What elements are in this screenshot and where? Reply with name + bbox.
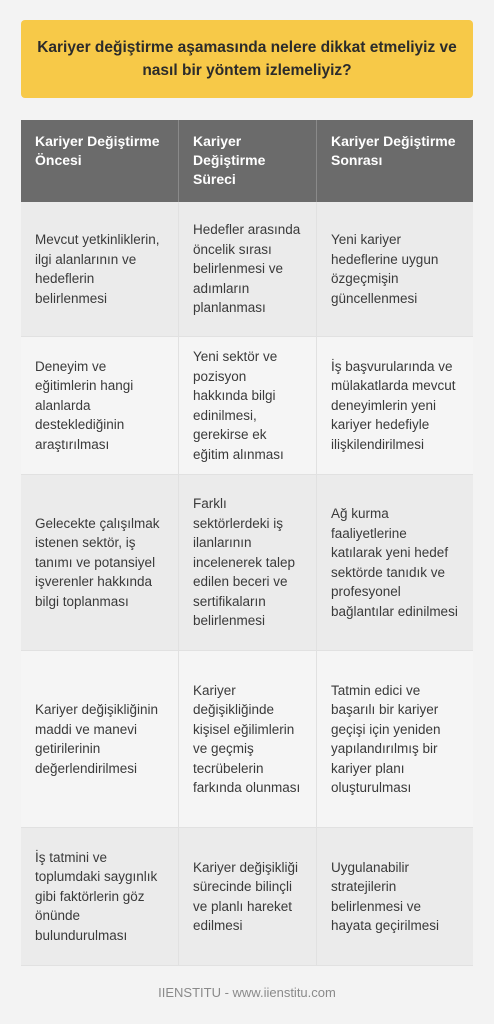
table-cell: Gelecekte çalışılmak istenen sektör, iş tanımı ve potansiyel işverenler hakkında bilgi toplanması (21, 475, 179, 651)
table-cell: Kariyer değişikliğinde kişisel eğilimlerin ve geçmiş tecrübelerin farkında olunması (179, 651, 317, 828)
table-cell: Tatmin edici ve başarılı bir kariyer geçişi için yeniden yapılandırılmış bir kariyer planı oluşturulması (317, 651, 473, 828)
table-cell: İş başvurularında ve mülakatlarda mevcut deneyimlerin yeni kariyer hedefiyle ilişkilendirilmesi (317, 337, 473, 475)
table-row (21, 337, 473, 475)
table-cell: Mevcut yetkinliklerin, ilgi alanlarının ve hedeflerin belirlenmesi (21, 202, 179, 337)
header-cell-before: Kariyer Değiştirme Öncesi (21, 120, 179, 202)
table-row (21, 651, 473, 828)
title-banner (21, 20, 473, 98)
table-row (21, 475, 473, 651)
footer-credit: IIENSTITU - www.iienstitu.com (158, 985, 336, 1000)
header-cell-during: Kariyer Değiştirme Süreci (179, 120, 317, 202)
table-cell: Kariyer değişikliği sürecinde bilinçli ve planlı hareket edilmesi (179, 828, 317, 966)
table-row (21, 828, 473, 966)
table-header-row (21, 120, 473, 202)
table-cell: Farklı sektörlerdeki iş ilanlarının incelenerek talep edilen beceri ve sertifikaların belirlenmesi (179, 475, 317, 651)
header-cell-after: Kariyer Değiştirme Sonrası (317, 120, 473, 202)
table-cell: Yeni sektör ve pozisyon hakkında bilgi edinilmesi, gerekirse ek eğitim alınması (179, 337, 317, 475)
table-cell: Yeni kariyer hedeflerine uygun özgeçmişin güncellenmesi (317, 202, 473, 337)
page-title: Kariyer değiştirme aşamasında nelere dikkat etmeliyiz ve nasıl bir yöntem izlemeliyiz? (37, 39, 457, 79)
table-cell: Ağ kurma faaliyetlerine katılarak yeni hedef sektörde tanıdık ve profesyonel bağlantılar edinilmesi (317, 475, 473, 651)
table-cell: Hedefler arasında öncelik sırası belirlenmesi ve adımların planlanması (179, 202, 317, 337)
table-cell: İş tatmini ve toplumdaki saygınlık gibi faktörlerin göz önünde bulundurulması (21, 828, 179, 966)
table-cell: Uygulanabilir stratejilerin belirlenmesi ve hayata geçirilmesi (317, 828, 473, 966)
comparison-table (21, 120, 473, 966)
table-row (21, 202, 473, 337)
table-cell: Deneyim ve eğitimlerin hangi alanlarda desteklediğinin araştırılması (21, 337, 179, 475)
table-cell: Kariyer değişikliğinin maddi ve manevi getirilerinin değerlendirilmesi (21, 651, 179, 828)
